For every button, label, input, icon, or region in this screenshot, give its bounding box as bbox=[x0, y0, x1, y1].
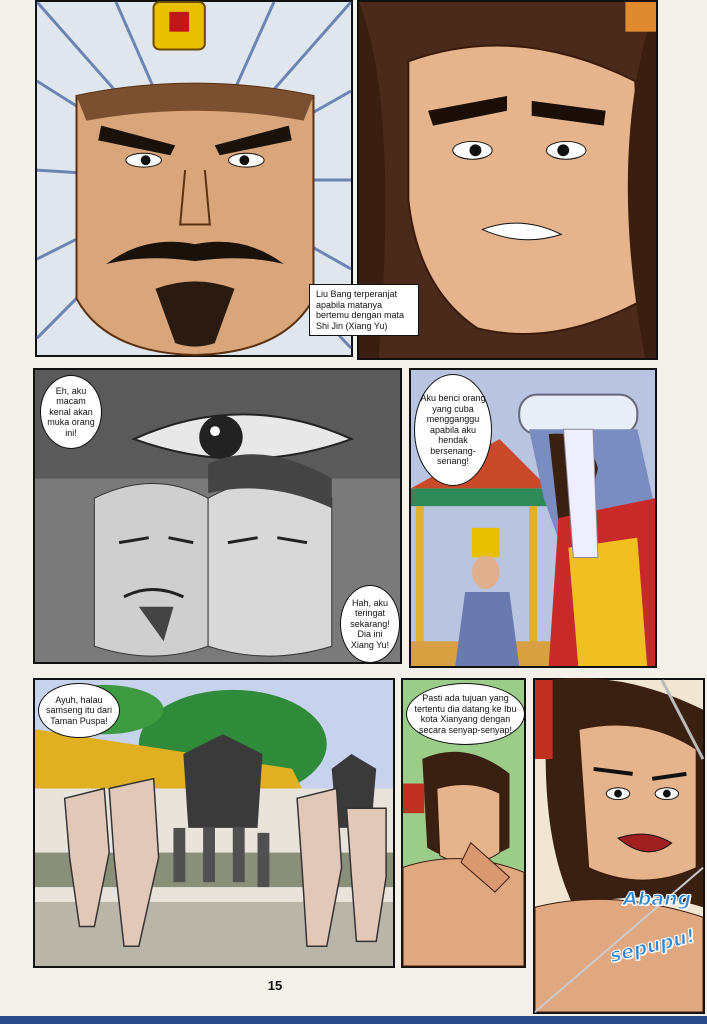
narration-caption: Liu Bang terperanjat apabila matanya bertemu dengan mata Shi Jin (Xiang Yu) bbox=[309, 284, 419, 336]
panel-xiang-yu bbox=[316, 0, 658, 360]
speech-bubble-chase: Ayuh, halau samseng itu dari Taman Puspa! bbox=[38, 683, 120, 738]
speech-bubble-recognize: Eh, aku macam kenal akan muka orang ini! bbox=[40, 375, 102, 449]
speech-bubble-hate: Aku benci orang yang cuba mengganggu apabila aku hendak bersenang-senang! bbox=[414, 374, 492, 486]
panel-recognition bbox=[33, 368, 402, 664]
page-number: 15 bbox=[267, 978, 283, 993]
speech-bubble-remember: Hah, aku teringat sekarang! Dia ini Xiang Yu! bbox=[340, 585, 400, 663]
sfx-abang: Abang bbox=[623, 888, 692, 910]
sfx-sepupu: sepupu! bbox=[607, 924, 698, 968]
panel-warrior-balcony bbox=[409, 368, 657, 668]
bottom-border bbox=[0, 1016, 707, 1024]
panel-guards-marching bbox=[33, 678, 395, 968]
panel-cousin-greeting bbox=[533, 678, 705, 1014]
panel-xiang-yu-thinking bbox=[401, 678, 526, 968]
speech-bubble-purpose: Pasti ada tujuan yang tertentu dia datang ke Ibu kota Xianyang dengan secara senyap-senyap! bbox=[406, 683, 525, 745]
liu-bang-illustration bbox=[37, 2, 351, 355]
panel-liu-bang bbox=[35, 0, 353, 357]
